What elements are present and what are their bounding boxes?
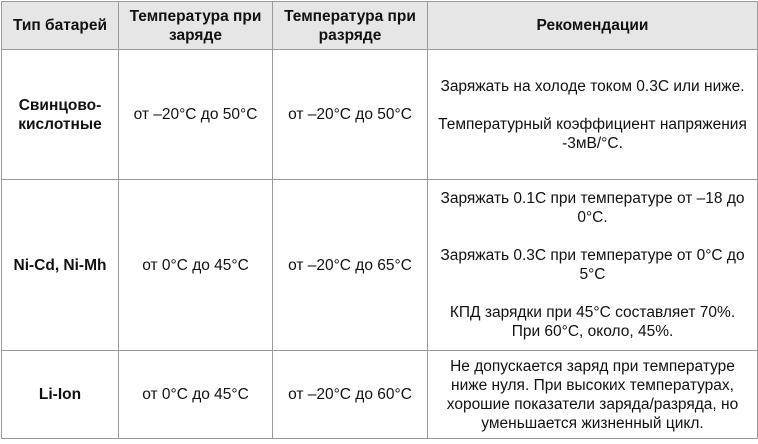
discharge-temperature-cell: от –20°C до 65°C: [273, 180, 428, 351]
recommendations-cell: [428, 50, 758, 180]
battery-type-cell: Свинцово-кислотные: [2, 50, 119, 180]
discharge-temperature-cell: от –20°C до 60°C: [273, 351, 428, 439]
header-charge-temperature: Температура при заряде: [119, 2, 273, 50]
header-recommendations: Рекомендации: [428, 2, 758, 50]
battery-type-cell: Ni-Cd, Ni-Mh: [2, 180, 119, 351]
table-row-ni-cd-ni-mh: [2, 180, 758, 351]
recommendations-cell: [428, 351, 758, 439]
battery-type-cell: Li-Ion: [2, 351, 119, 439]
recommendation-text: Температурный коэффициент напряжения -3мВ/°C.: [438, 115, 747, 152]
recommendation-text: Заряжать на холоде током 0.3C или ниже.: [440, 77, 745, 95]
recommendation-text: КПД зарядки при 45°C составляет 70%. При 60°C, около, 45%.: [449, 304, 736, 340]
discharge-temperature-cell: от –20°C до 50°C: [273, 50, 428, 180]
table-row-li-ion: [2, 351, 758, 439]
battery-temperature-table: [1, 1, 758, 439]
charge-temperature-cell: от 0°C до 45°C: [119, 180, 273, 351]
recommendation-text: Заряжать 0.1C при температуре от –18 до 0°C.: [440, 190, 745, 226]
charge-temperature-cell: от –20°C до 50°C: [119, 50, 273, 180]
recommendation-text: Не допускается заряд при температуре ниже нуля. При высоких температурах, хорошие показатели заряда/разряда, но уменьшается жизненный цикл.: [446, 357, 739, 432]
charge-temperature-cell: от 0°C до 45°C: [119, 351, 273, 439]
table-row-lead-acid: [2, 50, 758, 180]
recommendation-text: Заряжать 0.3C при температуре от 0°C до 5°C: [440, 247, 745, 283]
header-battery-type: Тип батарей: [2, 2, 119, 50]
recommendations-cell: [428, 180, 758, 351]
header-row: [2, 2, 758, 50]
header-discharge-temperature: Температура при разряде: [273, 2, 428, 50]
